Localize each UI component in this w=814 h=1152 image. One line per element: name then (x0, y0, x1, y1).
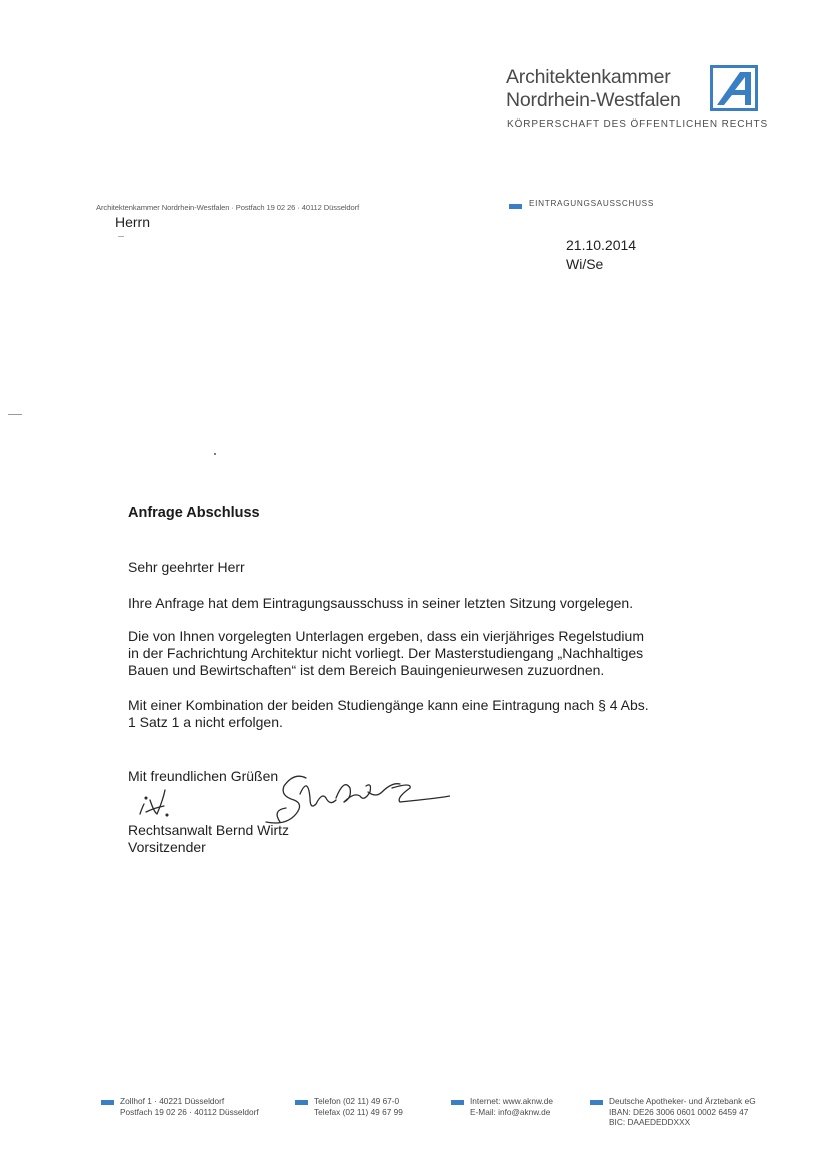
footer-phone (314, 1096, 403, 1117)
department-label: EINTRAGUNGSAUSSCHUSS (529, 199, 655, 208)
footer-line: Postfach 19 02 26 · 40112 Düsseldorf (120, 1106, 259, 1117)
scan-speck (214, 453, 216, 455)
paragraph-1: Ihre Anfrage hat dem Eintragungsausschuss in seiner letzten Sitzung vorgelegen. (128, 595, 634, 611)
signer-role: Vorsitzender (128, 839, 206, 855)
footer-web (470, 1096, 553, 1117)
letter-subject: Anfrage Abschluss (128, 505, 260, 521)
paragraph-2-line: Bauen und Bewirtschaften“ ist dem Bereich Bauingenieurwesen zuzuordnen. (128, 662, 605, 678)
redaction-mark (118, 236, 124, 237)
recipient-salutation: Herrn (115, 214, 151, 230)
signer-name: Rechtsanwalt Bernd Wirtz (128, 822, 290, 838)
closing: Mit freundlichen Grüßen (128, 768, 279, 784)
letter-date: 21.10.2014 (566, 237, 637, 253)
paragraph-3 (128, 697, 649, 731)
footer-bank (609, 1096, 756, 1128)
paragraph-2-line: in der Fachrichtung Architektur nicht vorliegt. Der Masterstudiengang „Nachhaltiges (128, 645, 644, 661)
paragraph-3-line: 1 Satz 1 a nicht erfolgen. (128, 714, 283, 730)
paragraph-2 (128, 628, 644, 679)
fold-mark (8, 414, 22, 415)
reference-code: Wi/Se (566, 256, 604, 272)
footer-address (120, 1096, 259, 1117)
akmw-logo-icon (710, 65, 758, 111)
footer-line: Deutsche Apotheker- und Ärztebank eG (609, 1096, 756, 1106)
footer-marker (451, 1100, 464, 1105)
footer-marker (295, 1100, 308, 1105)
footer-line: BIC: DAAEDEDDXXX (609, 1117, 691, 1127)
footer-line: Telefon (02 11) 49 67-0 (314, 1096, 400, 1106)
org-subtitle: KÖRPERSCHAFT DES ÖFFENTLICHEN RECHTS (507, 119, 769, 130)
footer-line: IBAN: DE26 3006 0601 0002 6459 47 (609, 1106, 749, 1117)
org-name-line1: Architektenkammer (506, 66, 671, 88)
footer-line: Internet: www.aknw.de (470, 1096, 554, 1106)
department-marker (509, 204, 522, 209)
paragraph-3-line: Mit einer Kombination der beiden Studiengänge kann eine Eintragung nach § 4 Abs. (128, 697, 649, 713)
footer-marker (101, 1100, 114, 1105)
sender-return-line: Architektenkammer Nordrhein-Westfalen · Postfach 19 02 26 · 40112 Düsseldorf (96, 203, 360, 212)
salutation: Sehr geehrter Herr (128, 559, 245, 575)
footer-line: E-Mail: info@aknw.de (470, 1106, 551, 1117)
footer-line: Telefax (02 11) 49 67 99 (314, 1106, 403, 1117)
footer-line: Zollhof 1 · 40221 Düsseldorf (120, 1096, 225, 1106)
org-name-line2: Nordrhein-Westfalen (506, 89, 681, 111)
footer-marker (590, 1100, 603, 1105)
paragraph-2-line: Die von Ihnen vorgelegten Unterlagen ergeben, dass ein vierjähriges Regelstudium (128, 628, 644, 644)
